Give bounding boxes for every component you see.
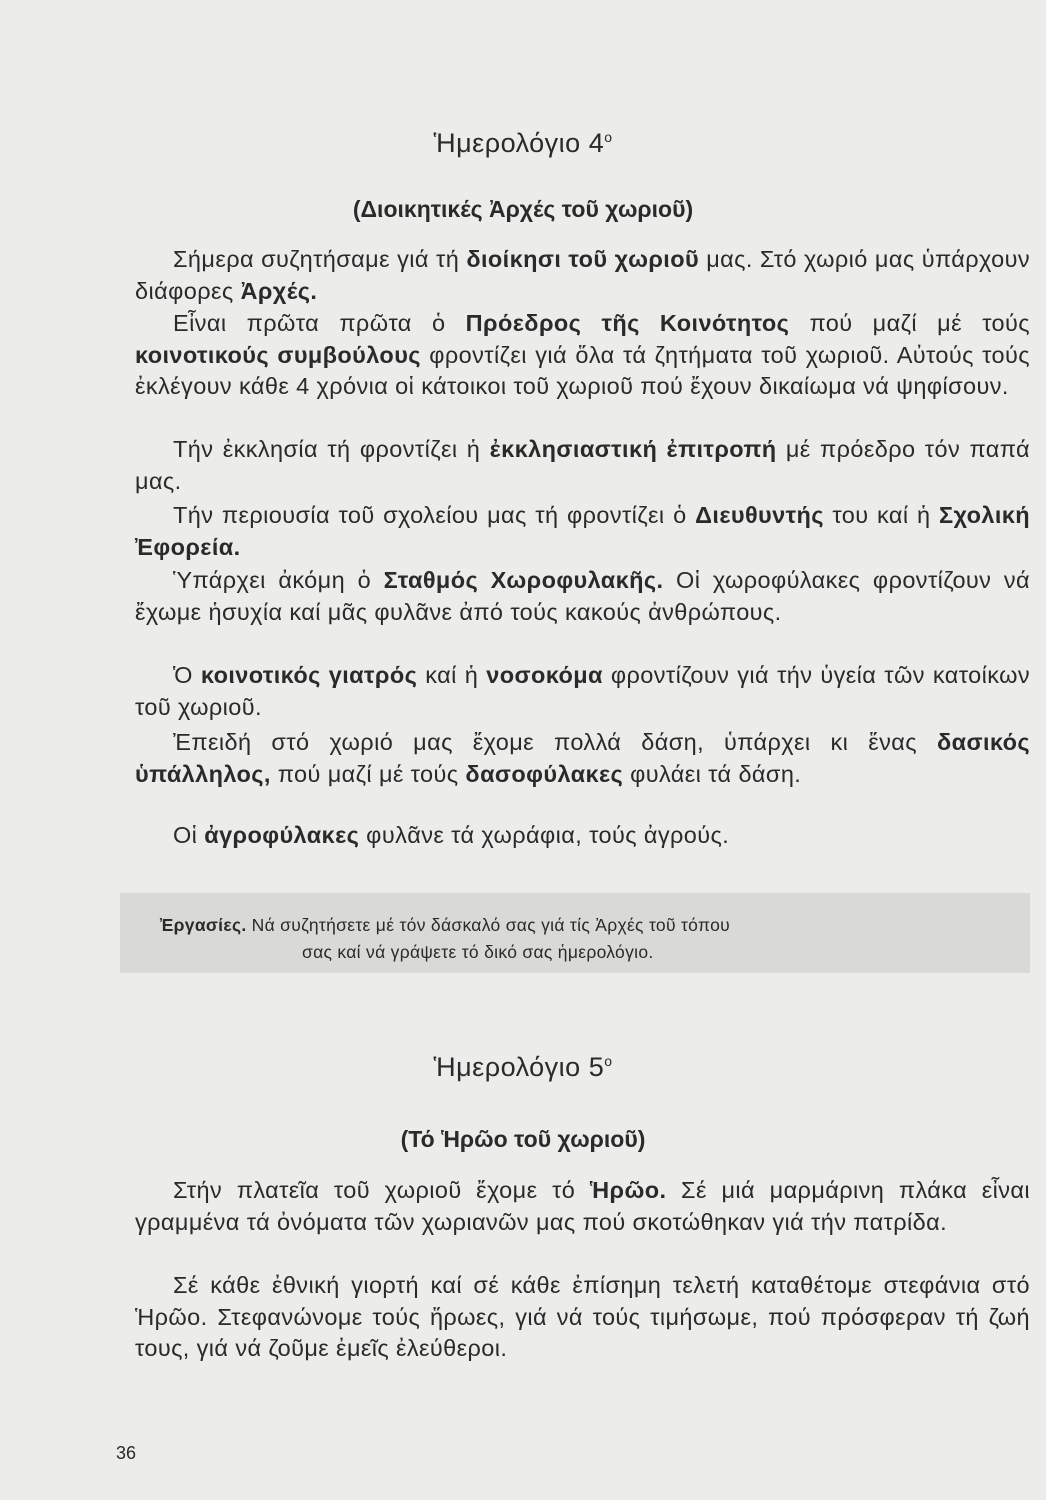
diary-4-subtitle: (Διοικητικές Ἀρχές τοῦ χωριοῦ)	[352, 196, 694, 222]
exercise-text: Ἐργασίες. Νά συζητήσετε μέ τόν δάσκαλό σας γιά τίς Ἀρχές τοῦ τόπου σας καί νά γράψετε τό δικό σας ἡμερολόγιο.	[160, 915, 730, 962]
paragraph: Τήν περιουσία τοῦ σχολείου μας τή φροντίζει ὁ Διευθυντής του καί ἡ Σχολική Ἐφορεία.	[135, 502, 1031, 560]
paragraph: Τήν ἐκκλησία τή φροντίζει ἡ ἐκκλησιαστική ἐπιτροπή μέ πρόεδρο τόν παπά μας.	[135, 436, 1030, 494]
page-number: 36	[116, 1443, 137, 1463]
paragraph: Εἶναι πρῶτα πρῶτα ὁ Πρόεδρος τῆς Κοινότητος πού μαζί μέ τούς κοινοτικούς συμβούλους φροντίζει γιά ὅλα τά ζητήματα τοῦ χωριοῦ. Αὐτούς τούς ἐκλέγουν κάθε 4 χρόνια οἱ κάτοικοι τοῦ χωριοῦ πού ἔχουν δικαίωμα νά ψηφίσουν.	[135, 310, 1030, 399]
diary-4-title: Ἡμερολόγιο $4^o$	[433, 128, 613, 158]
paragraph: Ἐπειδή στό χωριό μας ἔχομε πολλά δάση, ὑπάρχει κι ἕνας δασικός ὑπάλληλος, πού μαζί μέ τούς δασοφύλακες φυλάει τά δάση.	[135, 729, 1030, 787]
paragraph: Σέ κάθε ἐθνική γιορτή καί σέ κάθε ἐπίσημη τελετή καταθέτομε στεφάνια στό Ἡρῶο. Στεφανώνομε τούς ἥρωες, γιά νά τούς τιμήσωμε, πού πρόσφεραν τή ζωή τους, γιά νά ζοῦμε ἐμεῖς ἐλεύθεροι.	[135, 1272, 1030, 1361]
paragraph: Ὑπάρχει ἀκόμη ὁ Σταθμός Χωροφυλακῆς. Οἱ χωροφύλακες φροντίζουν νά ἔχωμε ἡσυχία καί μᾶς φυλᾶνε ἀπό τούς κακούς ἀνθρώπους.	[135, 567, 1030, 625]
paragraph: Σήμερα συζητήσαμε γιά τή διοίκησι τοῦ χωριοῦ μας. Στό χωριό μας ὑπάρχουν διάφορες Ἀρχές.	[135, 246, 1030, 304]
diary-5-title: Ἡμερολόγιο $5^o$	[433, 1052, 613, 1082]
paragraph: Ὁ κοινοτικός γιατρός καί ἡ νοσοκόμα φροντίζουν γιά τήν ὑγεία τῶν κατοίκων τοῦ χωριοῦ.	[135, 662, 1030, 720]
paragraph: Στήν πλατεῖα τοῦ χωριοῦ ἔχομε τό Ἡρῶο. Σέ μιά μαρμάρινη πλάκα εἶναι γραμμένα τά ὀνόματα τῶν χωριανῶν μας πού σκοτώθηκαν γιά τήν πατρίδα.	[135, 1177, 1030, 1235]
diary-5-subtitle: (Τό Ἡρῶο τοῦ χωριοῦ)	[400, 1126, 646, 1152]
paragraph: Οἱ ἀγροφύλακες φυλᾶνε τά χωράφια, τούς ἀγρούς.	[173, 822, 730, 848]
